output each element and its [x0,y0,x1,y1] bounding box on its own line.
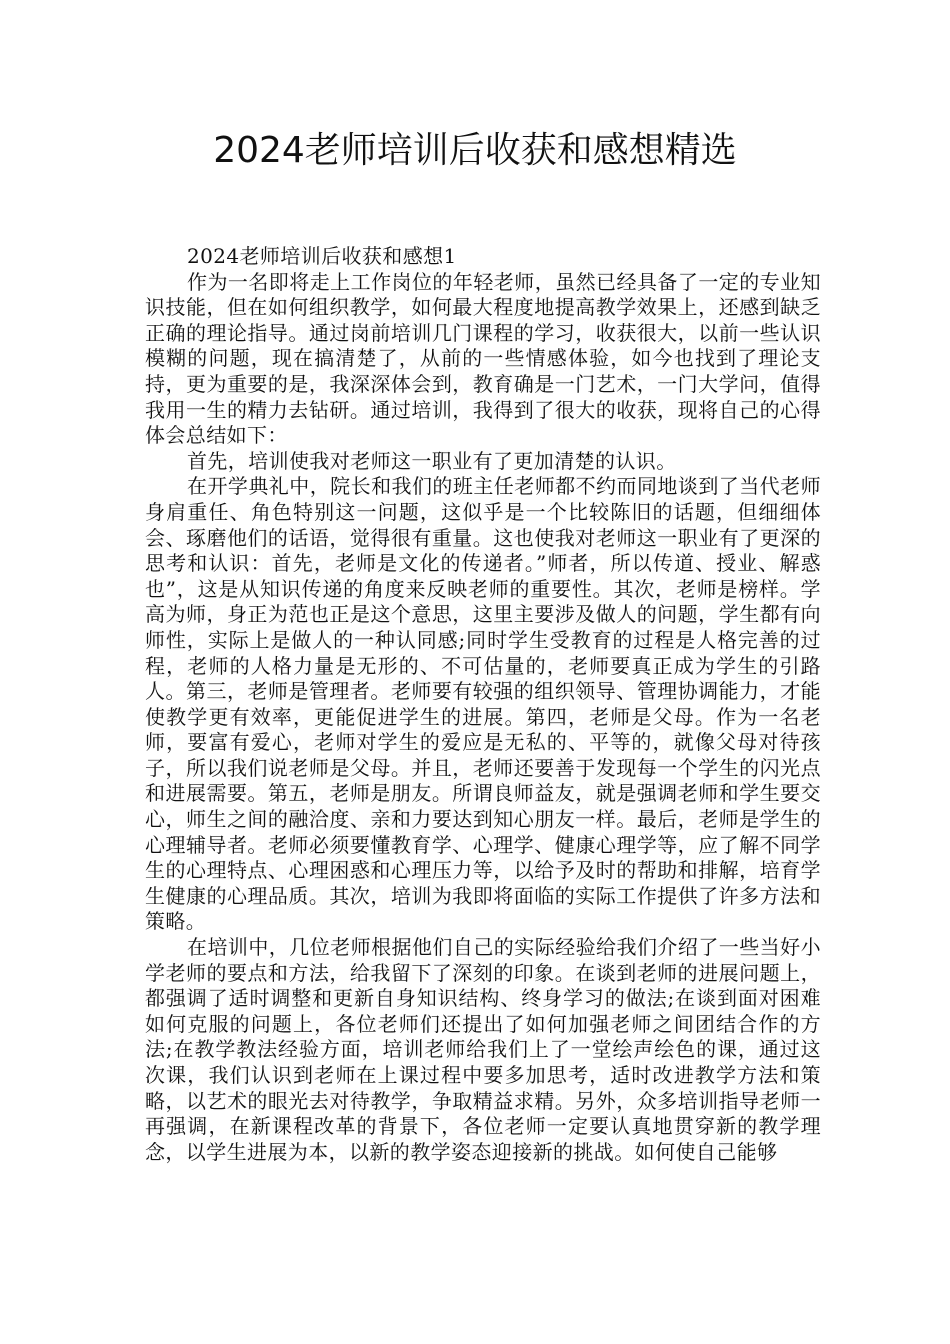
document-title: 2024老师培训后收获和感想精选 [213,130,737,171]
body-paragraph: 在开学典礼中，院长和我们的班主任老师都不约而同地谈到了当代老师身肩重任、角色特别这一问题，这似乎是一个比较陈旧的话题，但细细体会、琢磨他们的话语，觉得很有重量。这也使我对老师这一职业有了更深的思考和认识：首先，老师是文化的传递者。”师者，所以传道、授业、解惑也”，这是从知识传递的角度来反映老师的重要性。其次，老师是榜样。学高为师，身正为范也正是这个意思，这里主要涉及做人的问题，学生都有向师性，实际上是做人的一种认同感;同时学生受教育的过程是人格完善的过程，老师的人格力量是无形的、不可估量的，老师要真正成为学生的引路人。第三，老师是管理者。老师要有较强的组织领导、管理协调能力，才能使教学更有效率，更能促进学生的进展。第四，老师是父母。作为一名老师，要富有爱心，老师对学生的爱应是无私的、平等的，就像父母对待孩子，所以我们说老师是父母。并且，老师还要善于发现每一个学生的闪光点和进展需要。第五，老师是朋友。所谓良师益友，就是强调老师和学生要交心，师生之间的融洽度、亲和力要达到知心朋友一样。最后，老师是学生的心理辅导者。老师必须要懂教育学、心理学、健康心理学等，应了解不同学生的心理特点、心理困惑和心理压力等，以给予及时的帮助和排解，培育学生健康的心理品质。其次，培训为我即将面临的实际工作提供了许多方法和策略。 [145,474,821,934]
section-heading: 2024老师培训后收获和感想1 [187,244,457,268]
body-paragraph: 在培训中，几位老师根据他们自己的实际经验给我们介绍了一些当好小学老师的要点和方法，给我留下了深刻的印象。在谈到老师的进展问题上，都强调了适时调整和更新自身知识结构、终身学习的做法;在谈到面对困难如何克服的问题上，各位老师们还提出了如何加强老师之间团结合作的方法;在教学教法经验方面，培训老师给我们上了一堂绘声绘色的课，通过这次课，我们认识到老师在上课过程中要多加思考，适时改进教学方法和策略，以艺术的眼光去对待教学，争取精益求精。另外，众多培训指导老师一再强调，在新课程改革的背景下，各位老师一定要认真地贯穿新的教学理念，以学生进展为本，以新的教学姿态迎接新的挑战。如何使自己能够 [145,935,821,1164]
document-body [145,244,821,1165]
body-paragraph: 作为一名即将走上工作岗位的年轻老师，虽然已经具备了一定的专业知识技能，但在如何组织教学，如何最大程度地提高教学效果上，还感到缺乏正确的理论指导。通过岗前培训几门课程的学习，收获很大，以前一些认识模糊的问题，现在搞清楚了，从前的一些情感体验，如今也找到了理论支持，更为重要的是，我深深体会到，教育确是一门艺术，一门大学问，值得我用一生的精力去钻研。通过培训，我得到了很大的收获，现将自己的心得体会总结如下： [145,269,821,448]
body-paragraph: 首先，培训使我对老师这一职业有了更加清楚的认识。 [187,448,677,473]
